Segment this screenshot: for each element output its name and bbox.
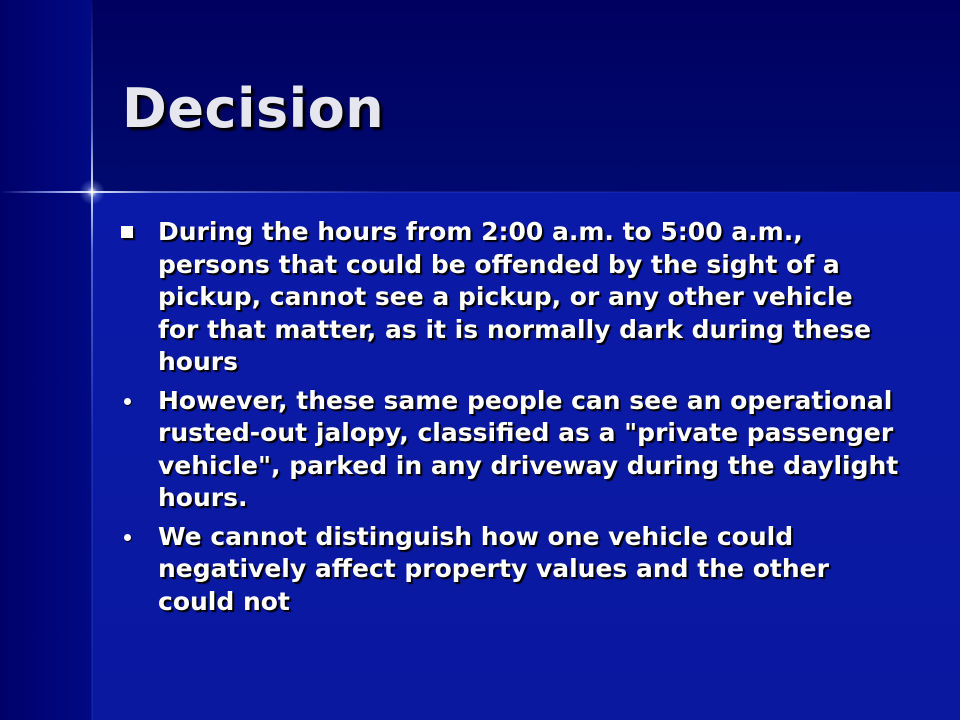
bullet-text: We cannot distinguish how one vehicle could negatively affect property values and the other could not — [158, 521, 829, 616]
sparkle-vertical-line — [91, 0, 93, 720]
sparkle-horizontal-line — [0, 191, 960, 193]
bullet-item — [120, 385, 900, 515]
bullet-item — [120, 521, 900, 619]
sparkle-star-icon — [79, 179, 105, 205]
bullet-item — [120, 216, 900, 379]
bullet-text: During the hours from 2:00 a.m. to 5:00 a.m., persons that could be offended by the sight of a pickup, cannot see a pickup, or any other vehicle for that matter, as it is normally dark during these hours — [158, 217, 872, 376]
slide-title: Decision — [122, 77, 385, 140]
dot-bullet-icon — [124, 534, 131, 541]
dot-bullet-icon — [124, 398, 131, 405]
bullet-text: However, these same people can see an operational rusted-out jalopy, classified as a "private passenger vehicle", parked in any driveway during the daylight hours. — [158, 385, 899, 512]
left-decor-strip — [0, 0, 92, 720]
bullet-list — [120, 216, 900, 624]
square-bullet-icon — [121, 226, 133, 238]
